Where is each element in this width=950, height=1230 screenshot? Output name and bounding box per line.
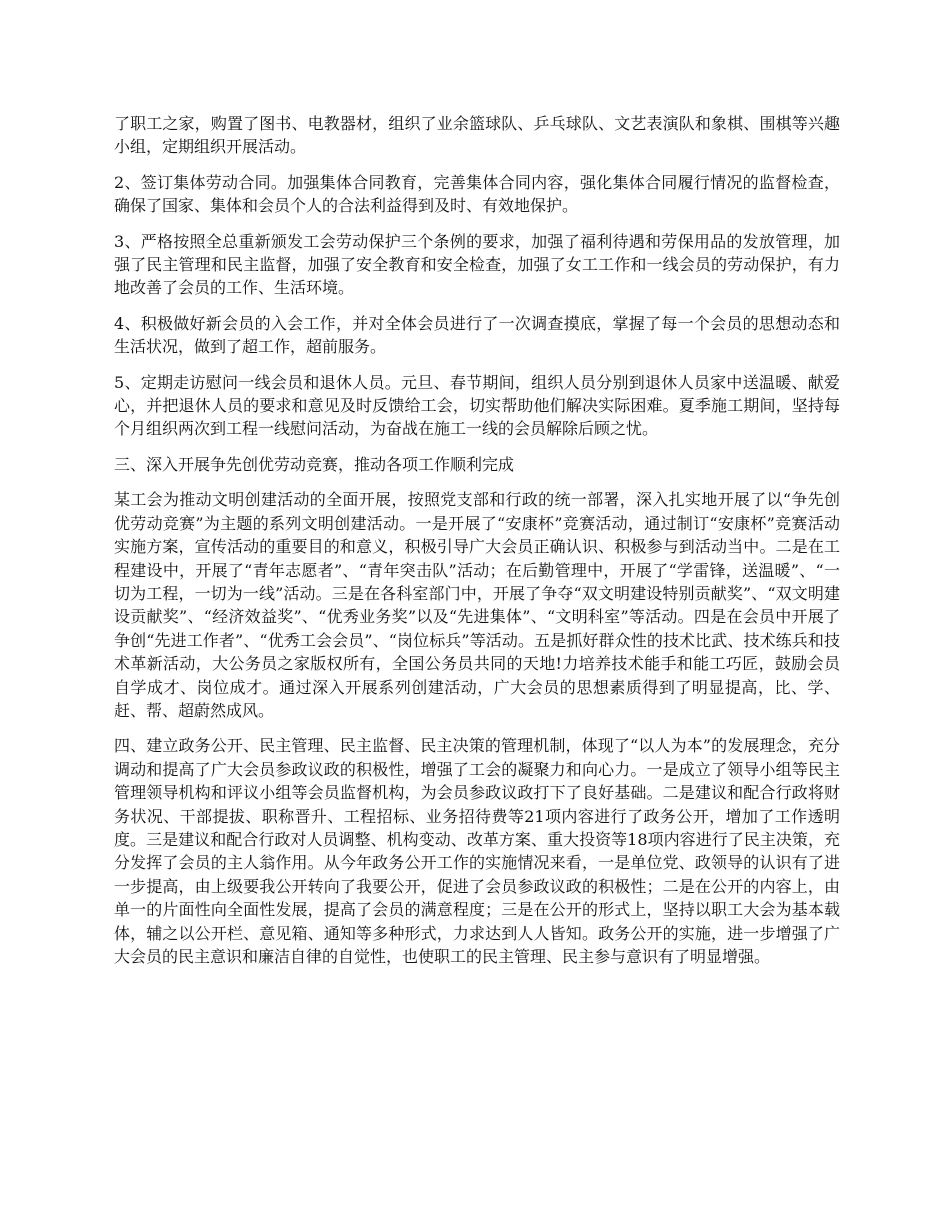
section-heading-labor-competition: 三、深入开展争先创优劳动竞赛，推动各项工作顺利完成 bbox=[114, 454, 515, 474]
paragraph-staff-home: 了职工之家，购置了图书、电教器材，组织了业余篮球队、乒乓球队、文艺表演队和象棋、围棋等兴趣小组，定期组织开展活动。 bbox=[114, 114, 840, 157]
paragraph-new-members: 4、积极做好新会员的入会工作，并对全体会员进行了一次调查摸底，掌握了每一个会员的思想动态和生活状况，做到了超工作，超前服务。 bbox=[114, 313, 840, 357]
paragraph-visits: 5、定期走访慰问一线会员和退休人员。元旦、春节期间，组织人员分别到退休人员家中送温暖、献爱心，并把退休人员的要求和意见及时反馈给工会，切实帮助他们解决实际困难。夏季施工期间，坚持每个月组织两次到工程一线慰问活动，为奋战在施工一线的会员解除后顾之忧。 bbox=[114, 372, 840, 439]
document-body bbox=[114, 112, 840, 980]
paragraph-collective-contract: 2、签订集体劳动合同。加强集体合同教育，完善集体合同内容，强化集体合同履行情况的监督检查，确保了国家、集体和会员个人的合法利益得到及时、有效地保护。 bbox=[114, 172, 840, 216]
paragraph-civilization-activities: 某工会为推动文明创建活动的全面开展，按照党支部和行政的统一部署，深入扎实地开展了以“争先创优劳动竞赛”为主题的系列文明创建活动。一是开展了“安康杯”竞赛活动，通过制订“安康杯”竞赛活动实施方案，宣传活动的重要目的和意义，积极引导广大会员正确认识、积极参与到活动当中。二是在工程建设中，开展了“青年志愿者”、“青年突击队”活动；在后勤管理中，开展了“学雷锋，送温暖”、“一切为工程，一切为一线”活动。三是在各科室部门中，开展了争夺“双文明建设特别贡献奖”、“双文明建设贡献奖”、“经济效益奖”、“优秀业务奖”以及“先进集体”、“文明科室”等活动。四是在会员中开展了争创“先进工作者”、“优秀工会会员”、“岗位标兵”等活动。五是抓好群众性的技术比武、技术练兵和技术革新活动，大公务员之家版权所有，全国公务员共同的天地!力培养技术能手和能工巧匠，鼓励会员自学成才、岗位成才。通过深入开展系列创建活动，广大会员的思想素质得到了明显提高，比、学、赶、帮、超蔚然成风。 bbox=[114, 490, 840, 720]
paragraph-labor-protection: 3、严格按照全总重新颁发工会劳动保护三个条例的要求，加强了福利待遇和劳保用品的发放管理，加强了民主管理和民主监督，加强了安全教育和安全检查，加强了女工工作和一线会员的劳动保护，有力地改善了会员的工作、生活环境。 bbox=[114, 231, 840, 298]
paragraph-open-affairs: 四、建立政务公开、民主管理、民主监督、民主决策的管理机制，体现了“以人为本”的发展理念，充分调动和提高了广大会员参政议政的积极性，增强了工会的凝聚力和向心力。一是成立了领导小组等民主管理领导机构和评议小组等会员监督机构，为会员参政议政打下了良好基础。二是建议和配合行政将财务状况、干部提拔、职称晋升、工程招标、业务招待费等21项内容进行了政务公开，增加了工作透明度。三是建议和配合行政对人员调整、机构变动、改革方案、重大投资等18项内容进行了民主决策，充分发挥了会员的主人翁作用。从今年政务公开工作的实施情况来看，一是单位党、政领导的认识有了进一步提高，由上级要我公开转向了我要公开，促进了会员参政议政的积极性；二是在公开的内容上，由单一的片面性向全面性发展，提高了会员的满意程度；三是在公开的形式上，坚持以职工大会为基本载体，辅之以公开栏、意见箱、通知等多种形式，力求达到人人皆知。政务公开的实施，进一步增强了广大会员的民主意识和廉洁自律的自觉性，也使职工的民主管理、民主参与意识有了明显增强。 bbox=[114, 736, 840, 966]
